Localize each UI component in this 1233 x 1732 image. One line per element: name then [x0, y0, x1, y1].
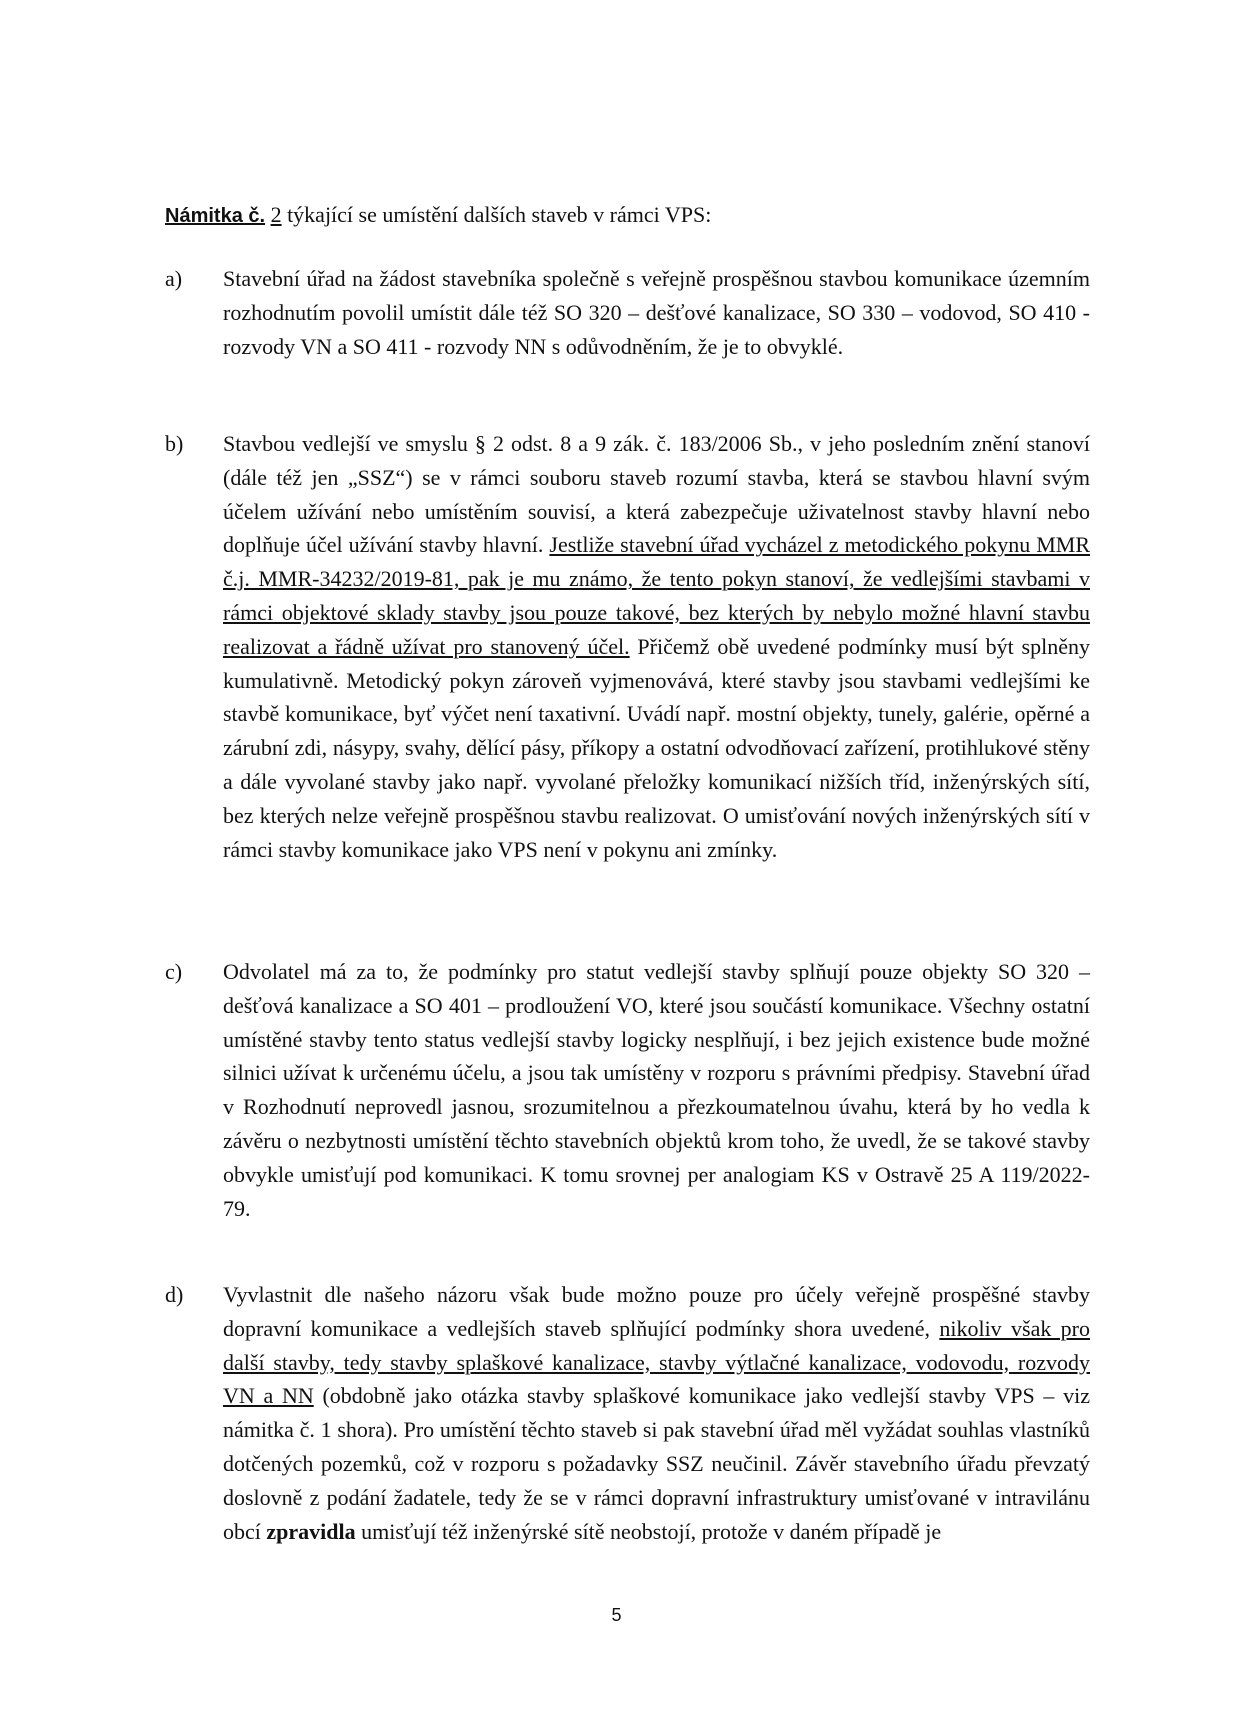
paragraph-d-text-part3: umisťují též inženýrské sítě neobstojí, protože v daném případě je [355, 1518, 942, 1544]
paragraph-d-bold-word: zpravidla [266, 1518, 356, 1544]
heading-number: 2 [270, 202, 282, 227]
paragraph-c-text: Odvolatel má za to, že podmínky pro statut vedlejší stavby splňují pouze objekty SO 320 – dešťová kanalizace a SO 401 – prodloužení VO, které jsou součástí komunikace. Všechny ostatní umístěné stavby tento status vedlejší stavby logicky nesplňují, i bez jejich existence bude možné silnici užívat k určenému účelu, a jsou tak umístěny v rozporu s právními předpisy. Stavební úřad v Rozhodnutí neprovedl jasnou, srozumitelnou a přezkoumatelnou úvahu, která by ho vedla k závěru o nezbytnosti umístění těchto stavebních objektů krom toho, že uvedl, že se takové stavby obvykle umisťují pod komunikaci. K tomu srovnej per analogiam KS v Ostravě 25 A 119/2022-79. [223, 959, 1090, 1221]
paragraph-b [165, 427, 1090, 866]
paragraph-b-text [223, 427, 1090, 866]
paragraph-d-underlined: nikoliv však pro další stavby, tedy stavby splaškové kanalizace, stavby výtlačné kanalizace, vodovodu, rozvody VN a NN [223, 1315, 1091, 1409]
paragraph-d-text-part2: (obdobně jako otázka stavby splaškové komunikace jako vedlejší stavby VPS – viz námitka č. 1 shora). Pro umístění těchto staveb si pak stavební úřad měl vyžádat souhlas vlastníků dotčených pozemků, což v rozporu s požadavky SSZ neučinil. Závěr stavebního úřadu převzatý doslovně z podání žadatele, tedy že se v rámci dopravní infrastruktury umisťované v intravilánu obcí [223, 1383, 1090, 1544]
heading-text: týkající se umístění dalších staveb v rámci VPS: [281, 202, 712, 227]
paragraph-b-text-part1: Stavbou vedlejší ve smyslu § 2 odst. 8 a 9 zák. č. 183/2006 Sb., v jeho posledním znění stanoví (dále též jen „SSZ“) se v rámci souboru staveb rozumí stavba, která se stavbou hlavní svým účelem užívání nebo umístěním souvisí, a která zabezpečuje uživatelnost stavby hlavní nebo doplňuje účel užívání stavby hlavní. [223, 431, 1090, 558]
paragraph-b-underlined: Jestliže stavební úřad vycházel z metodického pokynu MMR č.j. MMR-34232/2019-81, pak je mu známo, že tento pokyn stanoví, že vedlejšími stavbami v rámci objektové sklady stavby jsou pouze takové, bez kterých by nebylo možné hlavní stavbu realizovat a řádně užívat pro stanovený účel. [223, 532, 1091, 659]
paragraph-b-text-part2: Přičemž obě uvedené podmínky musí být splněny kumulativně. Metodický pokyn zároveň vyjmenovává, které stavby jsou stavbami vedlejšími ke stavbě komunikace, byť výčet není taxativní. Uvádí např. mostní objekty, tunely, galérie, opěrné a zárubní zdi, násypy, svahy, dělící pásy, příkopy a ostatní odvodňovací zařízení, protihlukové stěny a dále vyvolané stavby jako např. vyvolané přeložky komunikací nižších tříd, inženýrských sítí, bez kterých nelze veřejně prospěšnou stavbu realizovat. O umisťování nových inženýrských sítí v rámci stavby komunikace jako VPS není v pokynu ani zmínky. [223, 633, 1090, 862]
paragraph-d-text-part1: Vyvlastnit dle našeho názoru však bude možno pouze pro účely veřejně prospěšné stavby dopravní komunikace a vedlejších staveb splňující podmínky shora uvedené, [223, 1282, 1090, 1341]
paragraph-d-label: d) [165, 1282, 184, 1307]
page-number: 5 [611, 1605, 622, 1625]
heading-label: Námitka č. [165, 205, 266, 227]
paragraph-d-text [223, 1278, 1090, 1548]
paragraph-d [165, 1278, 1090, 1548]
paragraph-b-label: b) [165, 431, 184, 456]
paragraph-c [165, 955, 1090, 1225]
paragraph-c-label: c) [165, 959, 183, 984]
paragraph-a-label: a) [165, 266, 183, 291]
objection-heading [165, 200, 711, 231]
paragraph-a [165, 262, 1090, 363]
paragraph-a-text: Stavební úřad na žádost stavebníka společně s veřejně prospěšnou stavbou komunikace územním rozhodnutím povolil umístit dále též SO 320 – dešťové kanalizace, SO 330 – vodovod, SO 410 - rozvody VN a SO 411 - rozvody NN s odůvodněním, že je to obvyklé. [223, 266, 1090, 359]
